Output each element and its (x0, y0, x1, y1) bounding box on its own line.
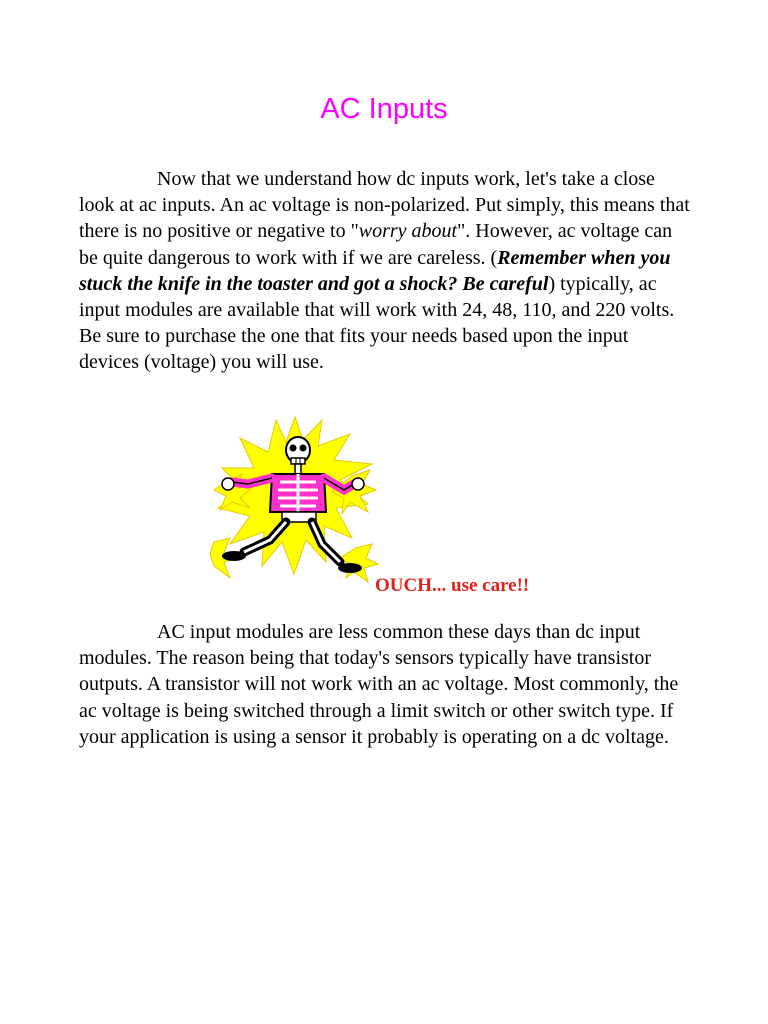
page-title: AC Inputs (320, 93, 448, 125)
eye-socket (300, 445, 307, 452)
lightning-flash (340, 544, 378, 582)
paragraph-text-run: AC input modules are less common these days than dc input modules. The reason being that today's sensors typically have transistor outputs. A transistor will not work with an ac voltage. Most commonly, the ac voltage is being switched through a limit switch or other switch type. If your application is using a sensor it probably is operating on a dc voltage. (79, 621, 679, 748)
paragraph-text-run: Now that we understand how dc inputs work, let's take a close look at ac inputs. An ac voltage is non-polarized. Put simply, this means that there is no positive or negative to " (79, 168, 690, 243)
electrocuted-skeleton-icon (210, 412, 380, 592)
paragraph-text-run: ) typically, ac input modules are available that will work with 24, 48, 110, and 220 volts. Be sure to purchase the one that fits your needs based upon the input devices (voltage) you will use. (79, 272, 675, 374)
left-foot (222, 551, 246, 561)
right-hand (352, 478, 364, 490)
skeleton-illustration (210, 412, 380, 592)
italic-phrase: worry about (358, 220, 458, 243)
teeth (291, 458, 305, 464)
paragraph-ac-modules (79, 619, 691, 750)
left-hand (222, 478, 234, 490)
eye-socket (290, 445, 297, 452)
figure-caption: OUCH... use care!! (375, 575, 530, 596)
warning-phrase: Remember when you stuck the knife in the toaster and got a shock? Be careful (79, 246, 671, 295)
right-foot (338, 563, 362, 573)
paragraph-text-run: ". However, ac voltage can be quite dangerous to work with if we are careless. ( (79, 220, 673, 269)
paragraph-ac-voltage (79, 166, 691, 376)
